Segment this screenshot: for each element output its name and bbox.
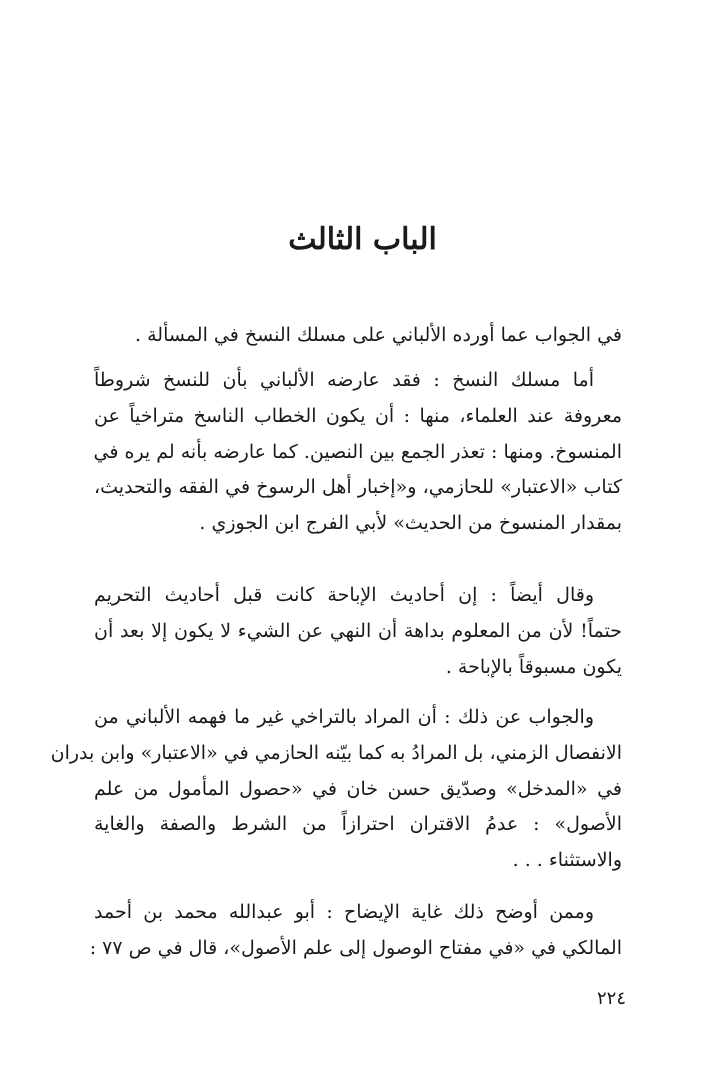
paragraph-line: الانفصال الزمني، بل المرادُ به كما بيّنه الحازمي في «الاعتبار» وابن بدران (50, 741, 622, 764)
chapter-title: الباب الثالث (288, 222, 437, 257)
paragraph-clarification (89, 895, 622, 967)
paragraph-line: كتاب «الاعتبار» للحازمي، و«إخبار أهل الرسوخ في الفقه والتحديث، (94, 476, 622, 499)
intro-paragraph (94, 318, 622, 354)
paragraph-line: الأصول» : عدمُ الاقتران احترازاً من الشرط والصفة والغاية (94, 813, 622, 836)
paragraph-naskh-objection (94, 363, 622, 542)
paragraph-line: في الجواب عما أورده الألباني على مسلك النسخ في المسألة . (135, 324, 622, 346)
paragraph-line: أما مسلك النسخ : فقد عارضه الألباني بأن للنسخ شروطاً (94, 369, 594, 391)
paragraph-line: المنسوخ. ومنها : تعذر الجمع بين النصين. كما عارضه بأنه لم يره في (93, 440, 622, 463)
paragraph-line: في «المدخل» وصدّيق حسن خان في «حصول المأمول من علم (94, 777, 622, 800)
paragraph-answer (50, 700, 622, 879)
paragraph-line: حتماً! لأن من المعلوم بداهة أن النهي عن الشيء لا يكون إلا بعد أن (94, 619, 622, 642)
paragraph-line: وقال أيضاً : إن أحاديث الإباحة كانت قبل أحاديث التحريم (94, 584, 594, 606)
paragraph-line: المالكي في «في مفتاح الوصول إلى علم الأصول»، قال في ص ٧٧ : (89, 936, 622, 959)
page-number: ٢٢٤ (597, 988, 627, 1009)
paragraph-line: معروفة عند العلماء، منها : أن يكون الخطاب الناسخ متراخياً عن (94, 404, 622, 427)
paragraph-line: والجواب عن ذلك : أن المراد بالتراخي غير ما فهمه الألباني من (94, 706, 594, 728)
paragraph-line: يكون مسبوقاً بالإباحة . (445, 655, 622, 678)
paragraph-line: بمقدار المنسوخ من الحديث» لأبي الفرج ابن الجوزي . (199, 512, 622, 535)
paragraph-ibaha (94, 578, 622, 685)
paragraph-line: وممن أوضح ذلك غاية الإيضاح : أبو عبدالله محمد بن أحمد (94, 901, 594, 923)
paragraph-line: والاستثناء . . . (512, 849, 622, 872)
